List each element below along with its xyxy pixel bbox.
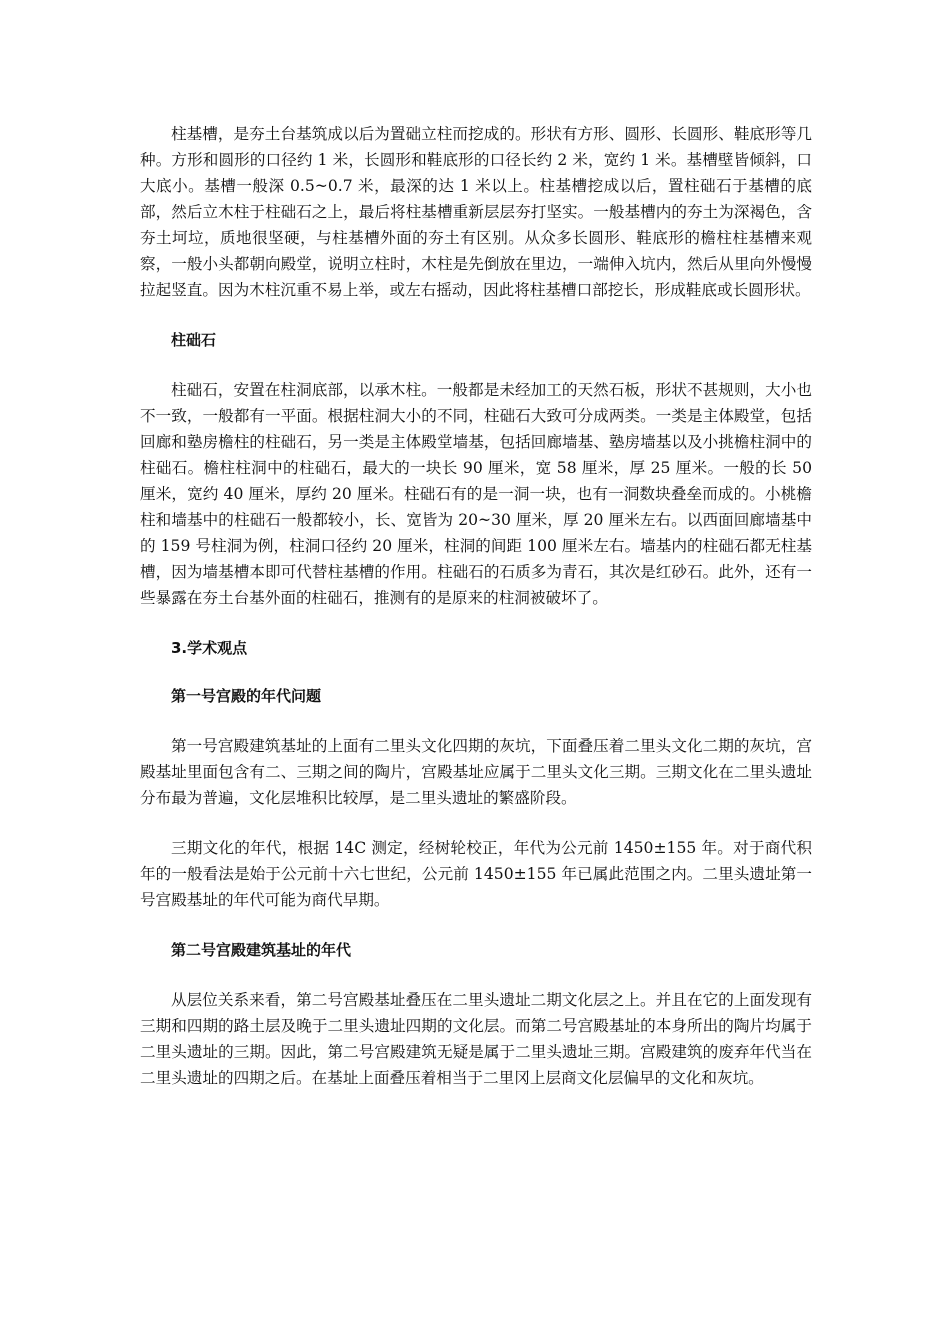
paragraph-column-base-stone: 柱础石，安置在柱洞底部，以承木柱。一般都是未经加工的天然石板，形状不甚规则，大小也不一致，一般都有一平面。根据柱洞大小的不同，柱础石大致可分成两类。一类是主体殿堂，包括回廊和塾房檐柱的柱础石，另一类是主体殿堂墙基，包括回廊墙基、塾房墙基以及小挑檐柱洞中的柱础石。檐柱柱洞中的柱础石，最大的一块长 90 厘米，宽 58 厘米，厚 25 厘米。一般的长 50 厘米，宽约 40 厘米，厚约 20 厘米。柱础石有的是一洞一块，也有一洞数块叠垒而成的。小桃檐柱和墙基中的柱础石一般都较小，长、宽皆为 20~30 厘米，厚 20 厘米左右。以西面回廊墙基中的 159 号柱洞为例，柱洞口径约 20 厘米，柱洞的间距 100 厘米左右。墙基内的柱础石都无柱基槽，因为墙基槽本即可代替柱基槽的作用。柱础石的石质多为青石，其次是红砂石。此外，还有一些暴露在夯土台基外面的柱础石，推测有的是原来的柱洞被破坏了。 bbox=[140, 381, 812, 607]
heading-palace-two-dating: 第二号宫殿建筑基址的年代 bbox=[171, 941, 352, 959]
heading-academic-views: 3.学术观点 bbox=[171, 639, 248, 657]
paragraph-palace-one-c14-dating: 三期文化的年代，根据 14C 测定，经树轮校正，年代为公元前 1450±155 年。对于商代积年的一般看法是始于公元前十六七世纪，公元前 1450±155 年已属此范围之内。二里头遗址第一号宫殿基址的年代可能为商代早期。 bbox=[140, 839, 812, 909]
paragraph-palace-one-stratigraphy: 第一号宫殿建筑基址的上面有二里头文化四期的灰坑，下面叠压着二里头文化二期的灰坑，宫殿基址里面包含有二、三期之间的陶片，宫殿基址应属于二里头文化三期。三期文化在二里头遗址分布最为普遍，文化层堆积比较厚，是二里头遗址的繁盛阶段。 bbox=[140, 737, 812, 807]
document-body bbox=[140, 121, 812, 1091]
paragraph-palace-two-stratigraphy: 从层位关系来看，第二号宫殿基址叠压在二里头遗址二期文化层之上。并且在它的上面发现有三期和四期的路土层及晚于二里头遗址四期的文化层。而第二号宫殿基址的本身所出的陶片均属于二里头遗址的三期。因此，第二号宫殿建筑无疑是属于二里头遗址三期。宫殿建筑的废弃年代当在二里头遗址的四期之后。在基址上面叠压着相当于二里冈上层商文化层偏早的文化和灰坑。 bbox=[140, 991, 812, 1087]
heading-palace-one-dating: 第一号宫殿的年代问题 bbox=[171, 687, 322, 705]
heading-column-base-stone: 柱础石 bbox=[171, 331, 217, 349]
paragraph-column-trench: 柱基槽，是夯土台基筑成以后为置础立柱而挖成的。形状有方形、圆形、长圆形、鞋底形等几种。方形和圆形的口径约 1 米，长圆形和鞋底形的口径长约 2 米，宽约 1 米。基槽壁皆倾斜，口大底小。基槽一般深 0.5~0.7 米，最深的达 1 米以上。柱基槽挖成以后，置柱础石于基槽的底部，然后立木柱于柱础石之上，最后将柱基槽重新层层夯打坚实。一般基槽内的夯土为深褐色，含夯土坷垃，质地很坚硬，与柱基槽外面的夯土有区别。从众多长圆形、鞋底形的檐柱柱基槽来观察，一般小头都朝向殿堂，说明立柱时，木柱是先倒放在里边，一端伸入坑内，然后从里向外慢慢拉起竖直。因为木柱沉重不易上举，或左右摇动，因此将柱基槽口部挖长，形成鞋底或长圆形状。 bbox=[140, 125, 812, 299]
